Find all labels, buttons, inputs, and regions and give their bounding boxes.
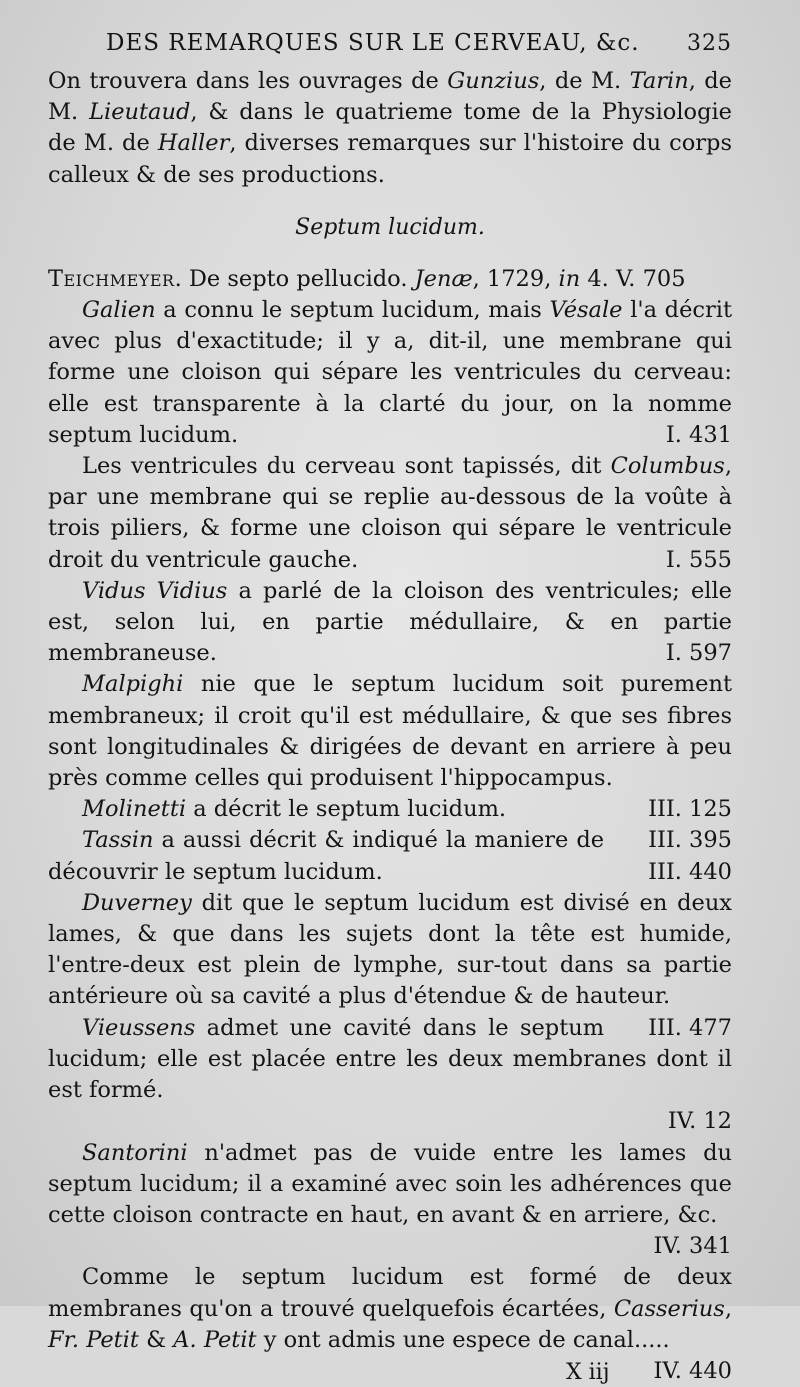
text: , par une membrane qui se replie au-dessous de la voûte à trois piliers, & forme une cloison qui sépare le ventricule droit du ventricule gauche.: [48, 453, 732, 573]
text: a aussi décrit & indiqué la maniere de découvrir le septum lucidum.: [48, 827, 605, 885]
section-title: Septum lucidum.: [295, 214, 485, 240]
reference: III. 125: [648, 796, 732, 823]
text: Comme le septum lucidum est formé de deux membranes qu'on a trouvé quelquefois écartées,: [48, 1264, 732, 1322]
reference: I. 555: [665, 546, 732, 573]
running-header: [106, 30, 732, 56]
text: a décrit le septum lucidum.: [186, 796, 507, 823]
paragraph-columbus: [48, 451, 732, 576]
reference: I. 431: [665, 421, 732, 448]
author-name: Santorini: [82, 1139, 188, 1166]
text: dit que le septum lucidum est divisé en deux lames, & que dans les sujets dont la tête est humide, l'entre-deux est plein de lymphe, sur-tout dans sa partie antérieure où sa cavité a plus d'étendue & de hauteur.: [48, 889, 732, 1010]
format: in: [558, 265, 581, 292]
author-name: Galien: [82, 297, 156, 324]
author-name: Fr. Petit: [48, 1326, 139, 1353]
text: l'a décrit avec plus d'exactitude; il y a, dit-il, une membrane qui forme une cloison qui sépare les ventricules du cerveau: elle est transparente à la clarté du jour, on la nomme septum lucidum.: [48, 297, 732, 448]
author-name: Duverney: [82, 889, 192, 916]
text: , de M.: [48, 68, 732, 126]
text: Les ventricules du cerveau sont tapissés, dit: [82, 453, 611, 480]
text: , diverses remarques sur l'histoire du corps calleux & de ses productions.: [48, 130, 732, 188]
place-name: Jenæ: [414, 265, 473, 292]
intro-paragraph: [48, 66, 732, 191]
author-name: Columbus: [610, 453, 725, 480]
text: nie que le septum lucidum soit purement membraneux; il croit qu'il est médullaire, & que ses fibres sont longitudinales & dirigées de devant en arriere à peu près comme celles qui produisent l'hippocampus.: [48, 671, 732, 792]
running-title: DES REMARQUES SUR LE CERVEAU, &c.: [106, 30, 640, 56]
paragraph-galien: [48, 295, 732, 451]
reference: IV. 12: [667, 1108, 732, 1135]
text: , de M.: [539, 68, 630, 94]
text: a parlé de la cloison des ventricules; elle est, selon lui, en partie médullaire, & en partie membraneuse.: [48, 577, 732, 667]
author-name: Haller: [157, 130, 230, 157]
author-name: A. Petit: [173, 1326, 257, 1353]
author-name: Lieutaud: [89, 99, 191, 126]
author-name: Malpighi: [82, 671, 184, 698]
text: a connu le septum lucidum, mais: [155, 297, 550, 324]
text: On trouvera dans les ouvrages de: [48, 68, 448, 94]
reference: IV. 440: [653, 1357, 732, 1384]
author-name: Molinetti: [82, 796, 187, 823]
author-name: Casserius: [613, 1295, 725, 1322]
reference: I. 597: [665, 640, 732, 667]
page-number: 325: [687, 31, 732, 56]
text: admet une cavité dans le septum lucidum; elle est placée entre les deux membranes dont il est formé.: [48, 1014, 732, 1104]
reference: III. 395: [648, 827, 732, 854]
author-name: Vieussens: [82, 1014, 196, 1041]
text: , 1729,: [472, 265, 559, 292]
author-name: Teichmeyer: [48, 265, 175, 292]
text: . De septo pellucido.: [174, 265, 415, 292]
author-name: Tassin: [82, 827, 154, 854]
text: 4. V. 705: [580, 265, 686, 292]
author-name: Gunzius: [447, 68, 540, 94]
text: n'admet pas de vuide entre les lames du septum lucidum; il a examiné avec soin les adhérences que cette cloison contracte en haut, en avant & en arriere, &c.: [48, 1139, 732, 1228]
paragraph-vidius: [48, 576, 732, 670]
author-name: Tarin: [629, 68, 689, 94]
bibliography-entry: [48, 264, 732, 295]
text: , & dans le quatrieme tome de la Physiologie de M. de: [48, 99, 732, 157]
reference: III. 477: [648, 1014, 732, 1041]
signature-mark: X iij: [565, 1359, 610, 1385]
text: ,: [724, 1295, 732, 1322]
author-name: Vidus Vidius: [82, 577, 228, 604]
reference: III. 440: [648, 858, 732, 885]
text: &: [138, 1326, 174, 1353]
author-name: Vésale: [549, 297, 623, 324]
paragraph-santorini: [48, 1138, 732, 1232]
text: y ont admis une espece de canal.....: [256, 1326, 670, 1353]
reference: IV. 341: [653, 1233, 732, 1260]
